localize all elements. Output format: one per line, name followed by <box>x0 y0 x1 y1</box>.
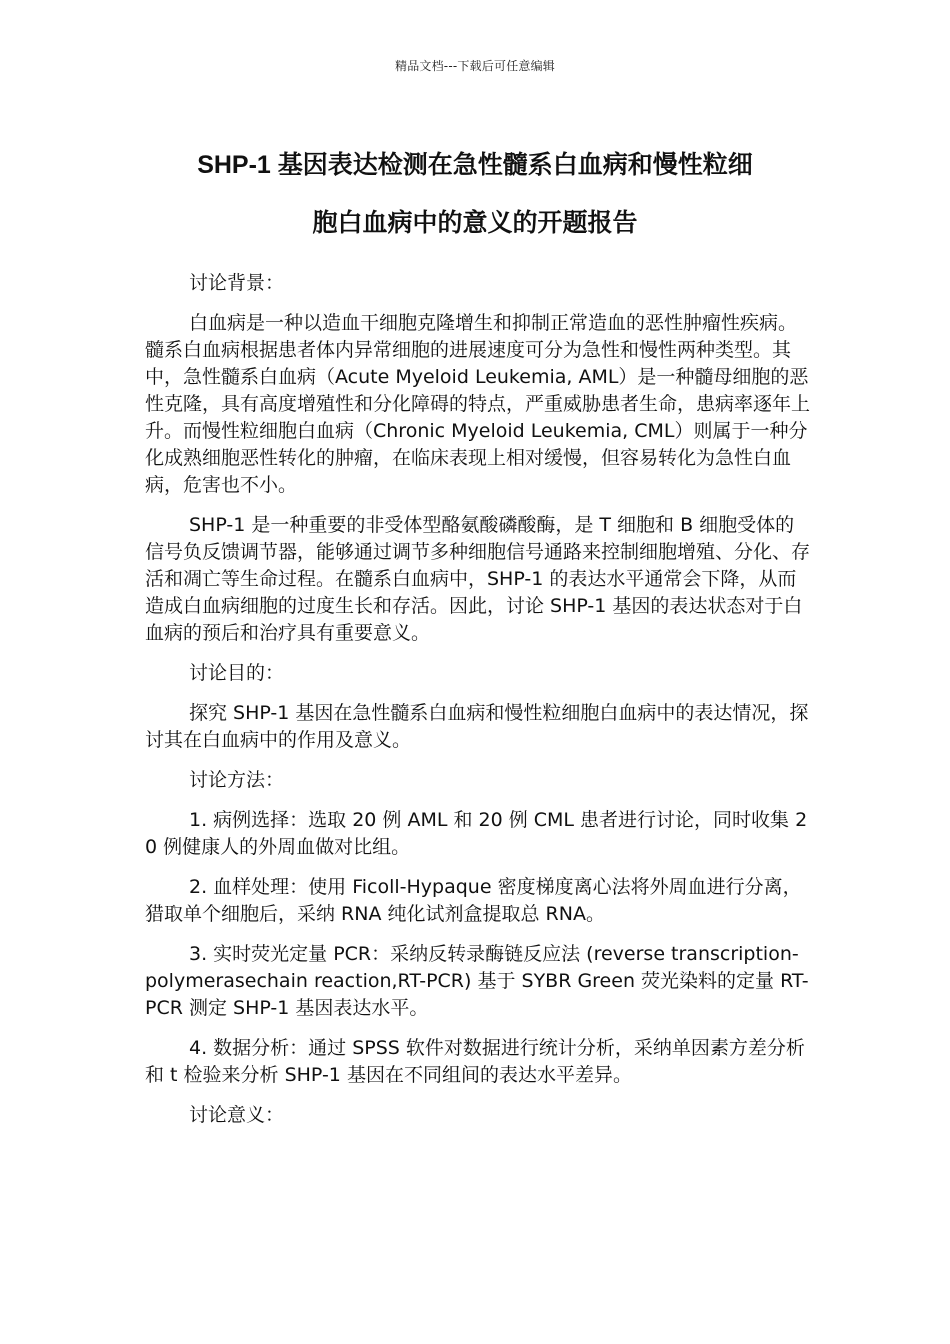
background-paragraph-2: SHP-1 是一种重要的非受体型酪氨酸磷酸酶，是 T 细胞和 B 细胞受体的信号负反馈调节器，能够通过调节多种细胞信号通路来控制细胞增殖、分化、存活和凋亡等生命过程。在髓系白血病中，SHP-1 的表达水平通常会下降，从而造成白血病细胞的过度生长和存活。因此，讨论 SHP-1 基因的表达状态对于白血病的预后和治疗具有重要意义。 <box>145 514 811 644</box>
method-item-1: 1. 病例选择：选取 20 例 AML 和 20 例 CML 患者进行讨论，同时收集 20 例健康人的外周血做对比组。 <box>145 809 808 858</box>
method-item-2: 2. 血样处理：使用 Ficoll-Hypaque 密度梯度离心法将外周血进行分离，猎取单个细胞后，采纳 RNA 纯化试剂盒提取总 RNA。 <box>145 876 802 925</box>
significance-heading: 讨论意义： <box>189 1104 285 1126</box>
header-note: 精品文档---下载后可任意编辑 <box>395 59 555 73</box>
method-item-3: 3. 实时荧光定量 PCR：采纳反转录酶链反应法 (reverse transcription-polymerasechain reaction,RT-PCR) 基于 SYBR Green 荧光染料的定量 RT-PCR 测定 SHP-1 基因表达水平。 <box>145 943 809 1019</box>
background-paragraph-1: 白血病是一种以造血干细胞克隆增生和抑制正常造血的恶性肿瘤性疾病。髓系白血病根据患者体内异常细胞的进展速度可分为急性和慢性两种类型。其中，急性髓系白血病（Acute Myeloid Leukemia, AML）是一种髓母细胞的恶性克隆，具有高度增殖性和分化障碍的特点，严重威胁患者生命，患病率逐年上升。而慢性粒细胞白血病（Chronic Myeloid Leukemia, CML）则属于一种分化成熟细胞恶性转化的肿瘤，在临床表现上相对缓慢，但容易转化为急性白血病，危害也不小。 <box>145 312 811 496</box>
title-line-1: SHP-1 基因表达检测在急性髓系白血病和慢性粒细 <box>197 151 753 179</box>
document-title <box>0 136 950 252</box>
document-body <box>145 270 810 1142</box>
title-line-2: 胞白血病中的意义的开题报告 <box>312 209 638 237</box>
method-item-4: 4. 数据分析：通过 SPSS 软件对数据进行统计分析，采纳单因素方差分析和 t 检验来分析 SHP-1 基因在不同组间的表达水平差异。 <box>145 1037 805 1086</box>
method-heading: 讨论方法： <box>189 769 285 791</box>
purpose-heading: 讨论目的： <box>189 662 285 684</box>
purpose-paragraph: 探究 SHP-1 基因在急性髓系白血病和慢性粒细胞白血病中的表达情况，探讨其在白血病中的作用及意义。 <box>145 702 809 751</box>
background-heading: 讨论背景： <box>189 272 285 294</box>
